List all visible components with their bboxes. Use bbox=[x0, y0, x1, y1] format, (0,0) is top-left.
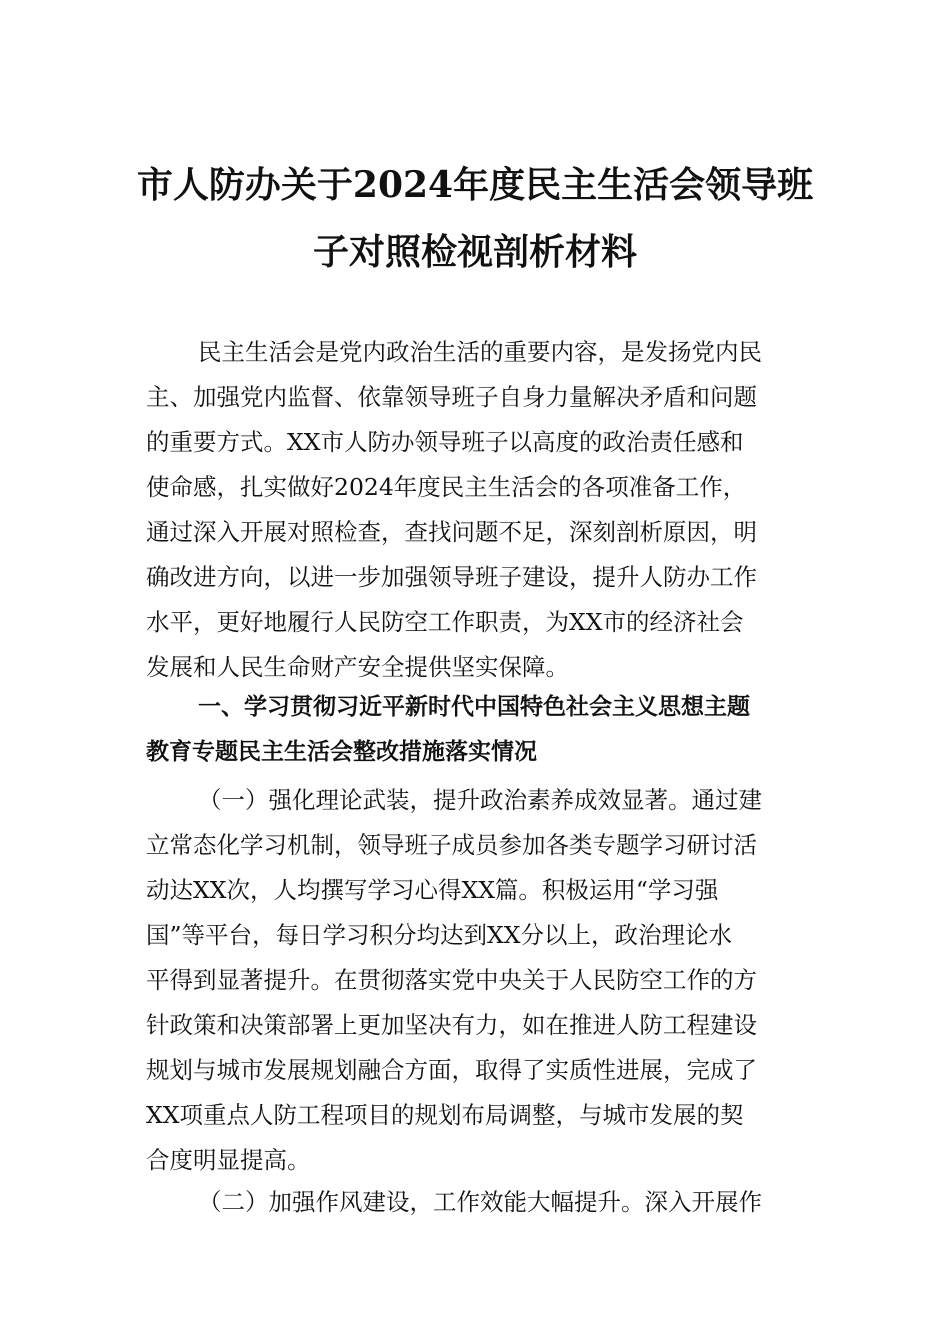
intro-line: 水平，更好地履行人民防空工作职责，为XX市的经济社会 bbox=[146, 608, 744, 636]
title-line-1: 市人防办关于2024年度民主生活会领导班 bbox=[136, 164, 814, 206]
document-title bbox=[120, 152, 830, 286]
intro-line: 的重要方式。XX市人防办领导班子以高度的政治责任感和 bbox=[146, 428, 744, 456]
intro-line: 确改进方向，以进一步加强领导班子建设，提升人防办工作 bbox=[146, 563, 757, 591]
subsection-1-paragraph bbox=[146, 778, 808, 1183]
subsection-1-line: 国”等平台，每日学习积分均达到XX分以上，政治理论水 bbox=[146, 921, 732, 949]
subsection-1-line: 合度明显提高。 bbox=[146, 1146, 311, 1174]
heading-line: 一、学习贯彻习近平新时代中国特色社会主义思想主题 bbox=[198, 694, 750, 720]
subsection-1-line: XX项重点人防工程项目的规划布局调整，与城市发展的契 bbox=[146, 1101, 744, 1129]
subsection-1-line: 规划与城市发展规划融合方面，取得了实质性进展，完成了 bbox=[146, 1056, 757, 1084]
subsection-1-line: （一）强化理论武装，提升政治素养成效显著。通过建 bbox=[198, 786, 762, 814]
title-line-2: 子对照检视剖析材料 bbox=[312, 231, 637, 273]
intro-line: 主、加强党内监督、依靠领导班子自身力量解决矛盾和问题 bbox=[146, 383, 757, 411]
subsection-1-line: 立常态化学习机制，领导班子成员参加各类专题学习研讨活 bbox=[146, 831, 757, 859]
subsection-2-line: （二）加强作风建设，工作效能大幅提升。深入开展作 bbox=[198, 1188, 762, 1216]
subsection-1-line: 平得到显著提升。在贯彻落实党中央关于人民防空工作的方 bbox=[146, 966, 757, 994]
subsection-1-line: 动达XX次，人均撰写学习心得XX篇。积极运用“学习强 bbox=[146, 876, 719, 904]
heading-line: 教育专题民主生活会整改措施落实情况 bbox=[146, 739, 537, 765]
intro-line: 民主生活会是党内政治生活的重要内容，是发扬党内民 bbox=[198, 338, 762, 366]
intro-line: 发展和人民生命财产安全提供坚实保障。 bbox=[146, 653, 569, 681]
intro-paragraph bbox=[146, 330, 808, 690]
intro-line: 通过深入开展对照检查，查找问题不足，深刻剖析原因，明 bbox=[146, 518, 757, 546]
intro-line: 使命感，扎实做好2024年度民主生活会的各项准备工作， bbox=[146, 473, 747, 501]
subsection-1-line: 针政策和决策部署上更加坚决有力，如在推进人防工程建设 bbox=[146, 1011, 757, 1039]
section-heading-1 bbox=[146, 685, 808, 775]
subsection-2-paragraph bbox=[146, 1180, 808, 1225]
